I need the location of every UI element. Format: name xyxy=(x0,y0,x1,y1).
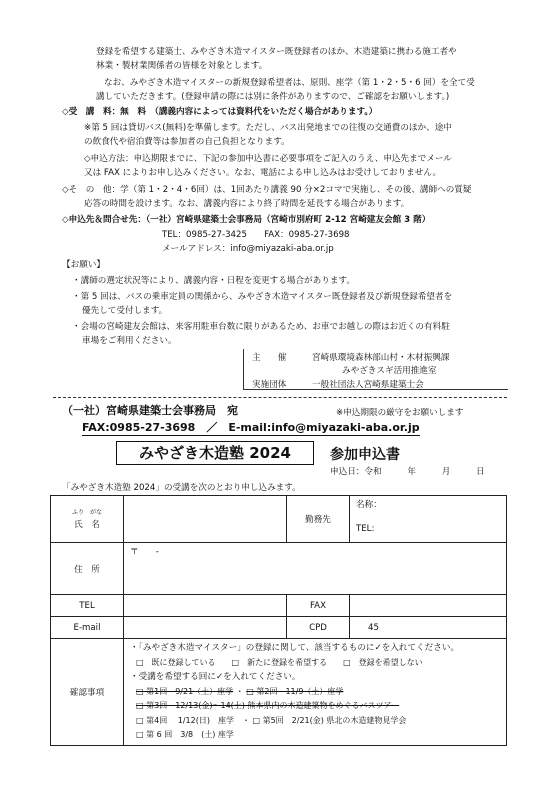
tel-field[interactable] xyxy=(124,595,287,617)
fee-heading: ◇受 講 料：無 料 （講義内容によっては資料代をいただく場合があります。） xyxy=(62,107,378,117)
session-1-2-row: □ 第1回 9/21（土）座学 ・ □ 第2回 11/9（土）座学 xyxy=(136,686,344,696)
application-form xyxy=(50,495,507,746)
address-field[interactable] xyxy=(124,543,507,595)
workplace-tel-label: TEL: xyxy=(356,524,375,534)
other-line-2: 応答の時間を設けます。なお、講義内容により終了時間を延長する場合があります。 xyxy=(84,199,410,209)
request-bullet-1: ・講師の選定状況等により、講義内容・日程を変更する場合があります。 xyxy=(72,276,355,286)
apply-method-line-1: ◇申込方法：申込期限までに、下記の参加申込書に必要事項をご記入のうえ、申込先までメール xyxy=(84,154,452,164)
form-subtitle: 参加申込書 xyxy=(330,447,400,463)
organizer-2: みやざきスギ活用推進室 xyxy=(342,366,437,376)
implementer: 一般社団法人宮崎県建築士会 xyxy=(312,380,424,390)
email-label: E-mail xyxy=(51,617,124,639)
fax-email-line: FAX:0985-27-3698 ／ E-mail:info@miyazaki-aba.or.jp xyxy=(82,421,420,434)
session-1-checkbox[interactable]: □ 第1回 9/21（土）座学 xyxy=(136,686,234,696)
application-date: 申込日：令和 年 月 日 xyxy=(330,467,485,477)
request-bullet-2b: 優先して受付します。 xyxy=(82,306,168,316)
deadline-note: ※申込期限の厳守をお願いします xyxy=(336,408,464,418)
name-label-cell xyxy=(51,496,124,543)
apply-method-line-2: 又は FAX によりお申し込みください。なお、電話による申し込みはお受けしておりません。 xyxy=(84,168,442,178)
confirm-meister-prompt: ・「みやざき木造マイスター」の登録に関して、該当するものに✓を入れてください。 xyxy=(130,643,460,653)
session-3-checkbox[interactable]: □ 第3回 12/13(金)～14(土) 熊本県内の木造建築物をめぐるバスツアー xyxy=(136,701,400,710)
confirm-label: 確認事項 xyxy=(51,639,124,746)
postal-code: 〒 - xyxy=(130,547,159,557)
workplace-label: 勤務先 xyxy=(287,496,350,543)
fee-line-1: ※第 5 回は貸切バス(無料)を準備します。ただし、バス出発地までの往復の交通費のほか、途中 xyxy=(84,123,452,133)
organizer-label: 主 催 xyxy=(252,353,287,363)
request-bullet-3b: 車場をご利用ください。 xyxy=(82,336,177,346)
other-line-1: ◇そ の 他：学（第 1・2・4・6回）は、1回あたり講義 90 分×2コマで実施し、その後、講師への質疑 xyxy=(62,185,472,195)
session-prompt: ・受講を希望する回に✓を入れてください。 xyxy=(130,672,301,682)
meister-options[interactable]: □ 既に登録している □ 新たに登録を希望する □ 登録を希望しない xyxy=(136,657,423,667)
tel-label: TEL xyxy=(51,595,124,617)
contact-email: メールアドレス：info@miyazaki-aba.or.jp xyxy=(162,244,334,254)
intro-line-3: なお、みやざき木造マイスターの新規登録希望者は、原則、座学（第 1・2・5・6 回）を全て受 xyxy=(104,78,475,88)
workplace-field[interactable] xyxy=(350,496,507,543)
contact-line-1: ◇申込先＆問合せ先：（一社）宮崎県建築士会事務局（宮崎市別府町 2-12 宮崎建友会館 3 階） xyxy=(62,215,431,225)
form-lead: 「みやざき木造塾 2024」の受講を次のとおり申し込みます。 xyxy=(62,483,301,493)
send-to: （一社）宮崎県建築士会事務局 宛 xyxy=(62,404,238,417)
request-title: 【お願い】 xyxy=(62,260,105,270)
session-4-5-checkbox[interactable]: □ 第4回 1/12(日) 座学 ・ □ 第5回 2/21(金) 県北の木造建物見学会 xyxy=(136,715,407,725)
cut-line xyxy=(53,397,507,398)
company-name-label: 名称： xyxy=(356,500,382,510)
form-title: みやざき木造塾 2024 xyxy=(116,441,314,465)
intro-line-1: 登録を希望する建築士、みやざき木造マイスター既登録者のほか、木造建築に携わる施工者や xyxy=(96,47,457,57)
session-6-checkbox[interactable]: □ 第 6 回 3/8 (土) 座学 xyxy=(136,730,234,739)
name-field[interactable] xyxy=(124,496,287,543)
cpd-value: 45 xyxy=(350,617,507,639)
address-label: 住 所 xyxy=(51,543,124,595)
organizer-1: 宮崎県環境森林部山村・木材振興課 xyxy=(312,353,450,363)
name-label: 氏 名 xyxy=(74,520,100,530)
intro-line-2: 林業・製材業関係者の皆様を対象とします。 xyxy=(96,61,268,71)
email-field[interactable] xyxy=(124,617,287,639)
fax-field[interactable] xyxy=(350,595,507,617)
contact-tel-fax: TEL：0985-27-3425 FAX：0985-27-3698 xyxy=(162,230,350,240)
implementer-label: 実施団体 xyxy=(252,380,287,390)
furigana-label: ふり がな xyxy=(71,509,102,516)
confirm-items xyxy=(124,639,507,746)
fee-line-2: の飲食代や宿泊費等は参加者の自己負担となります。 xyxy=(84,137,290,147)
intro-line-4: 講していただきます。(登録申請の際には別に条件がありますので、ご確認をお願いします。) xyxy=(96,92,450,102)
request-bullet-3a: ・会場の宮崎建友会館は、来客用駐車台数に限りがあるため、お車でお越しの際はお近くの有料駐 xyxy=(72,322,450,332)
request-bullet-2a: ・第 5 回は、バスの乗車定員の関係から、みやざき木造マイスター既登録者及び新規登録希望者を xyxy=(72,292,453,302)
session-2-checkbox[interactable]: □ 第2回 11/9（土）座学 xyxy=(246,686,344,696)
fax-label: FAX xyxy=(287,595,350,617)
cpd-label: CPD xyxy=(287,617,350,639)
